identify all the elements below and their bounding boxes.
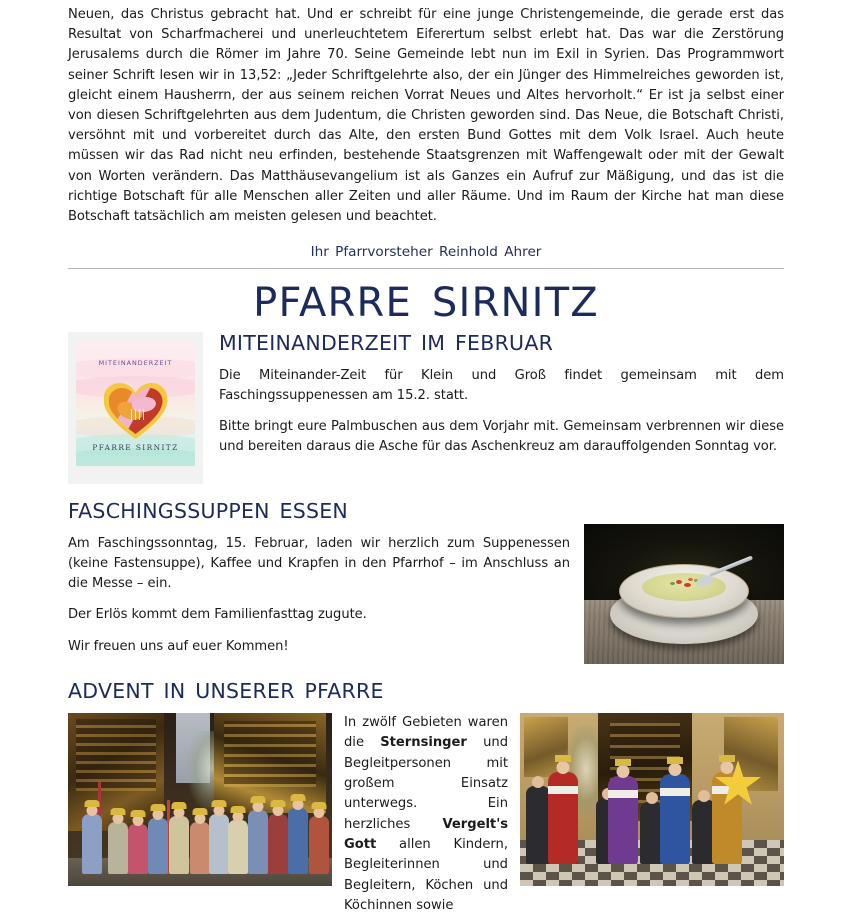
faschingssuppen-text-column bbox=[68, 524, 570, 657]
pfarre-logo-icon bbox=[76, 342, 195, 466]
byline: Ihr Pfarrvorsteher Reinhold Ahrer bbox=[310, 244, 542, 261]
advent-text-run-4: allen Kindern, Begleiterinnen und Begleitern, Köchen und Köchinnen sowie bbox=[344, 836, 508, 913]
lead-paragraph: Neuen, das Christus gebracht hat. Und er schreibt für eine junge Christengemeinde, die gerade erst das Resultat von Scharfmacherei und unerleuchtetem Eiferertum selbst erlebt hat. Das war die Zerstörung Jerusalems durch die Römer im Jahre 70. Seine Gemeinde lebt nun im Exil in Syrien. Das Programmwort seiner Schrift lesen wir in 13,52: „Jeder Schriftgelehrte also, der ein Jünger des Himmelreiches geworden ist, gleicht einem Hausherrn, der aus seinem reichen Vorrat Neues und Altes hervorholt.“ Er ist ja selbst einer von diesen Schriftgelehrten aus dem Judentum, die Christen geworden sind. Das Neue, die Botschaft Christi, versöhnt mit und vorbereitet durch das Alte, den ersten Bund Gottes mit dem Volk Israel. Auch heute müssen wir das Rad nicht neu erfinden, bestehende Staatsgrenzen mit Waffengewalt oder mit der Gewalt von Worten verändern. Das Matthäusevangelium ist als Ganzes ein Aufruf zur Mäßigung, und das ist die richtige Botschaft für alle Menschen aller Zeiten und aller Räume. Und im Raum der Kirche hat man diese Botschaft tatsächlich am meisten gelesen und beachtet. bbox=[68, 7, 784, 225]
logo-arc-bottom-text: PFARRE SIRNITZ bbox=[92, 443, 179, 453]
advent-section bbox=[68, 680, 784, 916]
advent-text-run-2: und Begleitpersonen mit großem Einsatz unterwegs. Ein herzliches bbox=[344, 735, 509, 832]
sternsinger-adults-photo bbox=[520, 713, 784, 886]
logo-frame bbox=[68, 332, 203, 484]
advent-text-run-3: Vergelt's Gott bbox=[344, 816, 508, 852]
faschingssuppen-paragraph-1: Am Faschingssonntag, 15. Februar, laden wir herzlich zum Suppenessen (keine Fastensuppe), Kaffee und Krapfen in den Pfarrhof – im Anschluss an die Messe – ein. bbox=[68, 535, 570, 592]
faschingssuppen-paragraph-2: Der Erlös kommt dem Familienfasttag zugute. bbox=[68, 607, 367, 623]
divider-rule bbox=[68, 268, 784, 269]
miteinanderzeit-paragraph-2: Bitte bringt eure Palmbuschen aus dem Vorjahr mit. Gemeinsam verbrennen wir diese und bereiten daraus die Asche für das Aschenkreuz am darauffolgenden Sonntag vor. bbox=[219, 419, 784, 455]
logo-arc-top-text: MITEINANDERZEIT bbox=[98, 359, 173, 368]
heading-advent: ADVENT IN UNSERER PFARRE bbox=[68, 678, 384, 703]
heading-faschingssuppen: FASCHINGSSUPPEN ESSEN bbox=[68, 499, 349, 524]
advent-text-run-1: Sternsinger bbox=[380, 735, 467, 751]
miteinanderzeit-section bbox=[68, 332, 784, 484]
advent-paragraph bbox=[344, 713, 508, 916]
faschingssuppen-paragraph-3: Wir freuen uns auf euer Kommen! bbox=[68, 638, 289, 654]
page-title: PFARRE SIRNITZ bbox=[253, 280, 599, 327]
heart-hands-icon bbox=[104, 382, 168, 440]
faschingssuppen-section bbox=[68, 500, 784, 664]
soup-photo bbox=[584, 524, 784, 664]
heading-miteinanderzeit: MITEINANDERZEIT IM FEBRUAR bbox=[219, 331, 554, 356]
advent-text-column bbox=[344, 713, 508, 916]
advent-text-run-0: In zwölf Gebieten waren die bbox=[344, 715, 508, 751]
miteinanderzeit-paragraph-1: Die Miteinander-Zeit für Klein und Groß findet gemeinsam mit dem Faschingssuppenessen am 15.2. statt. bbox=[219, 367, 784, 403]
miteinanderzeit-text-column bbox=[219, 332, 784, 458]
sternsinger-children-photo bbox=[68, 713, 332, 886]
